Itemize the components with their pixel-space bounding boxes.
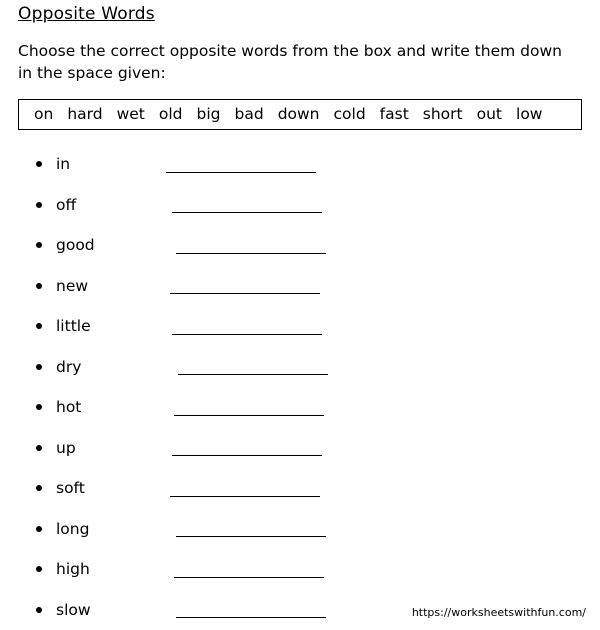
answer-blank[interactable]: [178, 358, 328, 375]
bullet-icon: [36, 485, 42, 491]
prompt-word: little: [56, 317, 91, 336]
bullet-icon: [36, 526, 42, 532]
prompt-word: slow: [56, 600, 91, 619]
prompt-word: long: [56, 519, 90, 538]
word-bank-item: down: [277, 105, 320, 124]
bullet-icon: [36, 161, 42, 167]
list-item: [0, 144, 600, 185]
word-bank-item: out: [476, 105, 503, 124]
prompt-word: dry: [56, 357, 82, 376]
prompt-word: in: [56, 155, 71, 174]
list-item: [0, 508, 600, 549]
bullet-icon: [36, 323, 42, 329]
bullet-icon: [36, 283, 42, 289]
list-item: [0, 549, 600, 590]
word-bank-item: short: [422, 105, 463, 124]
answer-blank[interactable]: [176, 601, 326, 618]
answer-blank[interactable]: [174, 399, 324, 416]
list-item: [0, 306, 600, 347]
prompt-word: new: [56, 276, 89, 295]
list-item: [0, 387, 600, 428]
answer-blank[interactable]: [176, 237, 326, 254]
bullet-icon: [36, 607, 42, 613]
bullet-icon: [36, 364, 42, 370]
prompt-word: soft: [56, 479, 85, 498]
bullet-icon: [36, 445, 42, 451]
word-bank-item: fast: [379, 105, 409, 124]
answer-blank[interactable]: [172, 439, 322, 456]
word-bank-item: cold: [333, 105, 366, 124]
list-item: [0, 346, 600, 387]
answer-blank[interactable]: [170, 480, 320, 497]
bullet-icon: [36, 566, 42, 572]
prompt-word: hot: [56, 398, 82, 417]
answer-blank[interactable]: [174, 561, 324, 578]
word-bank-box: [18, 99, 582, 130]
word-bank-item: big: [196, 105, 221, 124]
opposite-words-list: [0, 144, 600, 630]
word-bank-item: on: [34, 105, 54, 124]
word-bank-item: wet: [116, 105, 145, 124]
word-bank-item: old: [158, 105, 183, 124]
instructions-text: Choose the correct opposite words from the box and write them down in the space given:: [18, 42, 562, 83]
word-bank-item: low: [516, 105, 543, 124]
prompt-word: good: [56, 236, 95, 255]
list-item: [0, 468, 600, 509]
footer-url: https://worksheetswithfun.com/: [411, 606, 586, 619]
prompt-word: up: [56, 438, 76, 457]
answer-blank[interactable]: [170, 277, 320, 294]
word-bank-item: hard: [67, 105, 103, 124]
list-item: [0, 184, 600, 225]
answer-blank[interactable]: [176, 520, 326, 537]
bullet-icon: [36, 404, 42, 410]
answer-blank[interactable]: [166, 156, 316, 173]
bullet-icon: [36, 242, 42, 248]
answer-blank[interactable]: [172, 196, 322, 213]
list-item: [0, 225, 600, 266]
page-title: Opposite Words: [18, 4, 155, 24]
worksheet-page: [0, 4, 600, 627]
list-item: [0, 265, 600, 306]
answer-blank[interactable]: [172, 318, 322, 335]
prompt-word: off: [56, 195, 77, 214]
prompt-word: high: [56, 560, 90, 579]
word-bank-item: bad: [234, 105, 264, 124]
list-item: [0, 427, 600, 468]
bullet-icon: [36, 202, 42, 208]
